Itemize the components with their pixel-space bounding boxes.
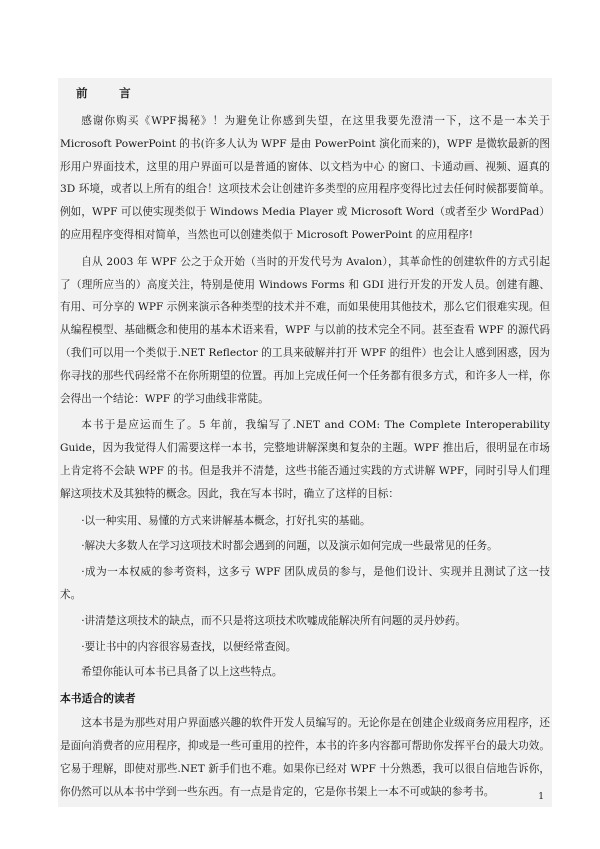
preface-paragraph-3: 本书于是应运而生了。5 年前，我编写了.NET and COM: The Complete Interoperability Guide，因为我觉得人们需要这样一本书，完整地讲解深奥和复杂的主题。WPF 推出后，很明显在市场上肯定将不会缺 WPF 的书。但是我并不清楚，这些书能否通过实践的方式讲解 WPF，同时引导人们理解这项技术及其独特的概念。因此，我在写本书时，确立了这样的目标： (60, 419, 550, 500)
goal-item: ·以一种实用、易懂的方式来讲解基本概念，打好扎实的基础。 (81, 514, 371, 527)
page-body (58, 78, 552, 807)
goal-item: ·要让书中的内容很容易查找，以便经常查阅。 (81, 640, 297, 653)
audience-heading: 本书适合的读者 (60, 692, 136, 706)
goals-list (60, 510, 550, 659)
preface-title: 前 言 (76, 86, 145, 100)
page-number: 1 (538, 792, 544, 802)
audience-paragraph: 这本书是为那些对用户界面感兴趣的软件开发人员编写的。无论你是在创建企业级商务应用程序，还是面向消费者的应用程序，抑或是一些可重用的控件，本书的许多内容都可帮助你发挥平台的最大功效。它易于理解，即使对那些.NET 新手们也不难。如果你已经对 WPF 十分熟悉，我可以很自信地告诉你，你仍然可以从本书中学到一些东西。有一点是肯定的，它是你书架上一本不可或缺的参考书。 (60, 717, 550, 798)
preface-paragraph-2: 自从 2003 年 WPF 公之于众开始（当时的开发代号为 Avalon），其革命性的创建软件的方式引起了（理所应当的）高度关注，特别是使用 Windows Forms 和 GDI 进行开发的开发人员。创建有趣、有用、可分享的 WPF 示例来演示各种类型的技术并不难，而如果使用其他技术，那么它们很难实现。但从编程模型、基础概念和使用的基本术语来看，WPF 与以前的技术完全不同。甚至查看 WPF 的源代码（我们可以用一个类似于.NET Reflector 的工具来破解并打开 WPF 的组件）也会让人感到困惑，因为你寻找的那些代码经常不在你所期望的位置。再加上完成任何一个任务都有很多方式，和许多人一样，你会得出一个结论：WPF 的学习曲线非常陡。 (60, 255, 550, 405)
goal-item: ·讲清楚这项技术的缺点，而不只是将这项技术吹嘘成能解决所有问题的灵丹妙药。 (81, 614, 466, 627)
goal-item: ·解决大多数人在学习这项技术时都会遇到的问题，以及演示如何完成一些最常见的任务。 (81, 540, 498, 553)
preface-paragraph-1: 感谢你购买《WPF揭秘》！为避免让你感到失望，在这里我要先澄清一下，这不是一本关于 Microsoft PowerPoint 的书(许多人认为 WPF 是由 PowerPoint 演化而来的)，WPF 是微软最新的图形用户界面技术，这里的用户界面可以是普通的窗体、以文档为中心 的窗口、卡通动画、视频、逼真的 3D 环境，或者以上所有的组合！这项技术会让创建许多类型的应用程序变得比过去任何时候都要简单。例如，WPF 可以使实现类似于 Windows Media Player 或 Microsoft Word（或者至少 WordPad）的应用程序变得相对简单，当然也可以创建类似于 Microsoft PowerPoint 的应用程序! (60, 115, 550, 241)
preface-closing: 希望你能认可本书已具备了以上这些特点。 (81, 666, 283, 679)
goal-item: ·成为一本权威的参考资料，这多亏 WPF 团队成员的参与，是他们设计、实现并且测试了这一技术。 (60, 566, 550, 601)
